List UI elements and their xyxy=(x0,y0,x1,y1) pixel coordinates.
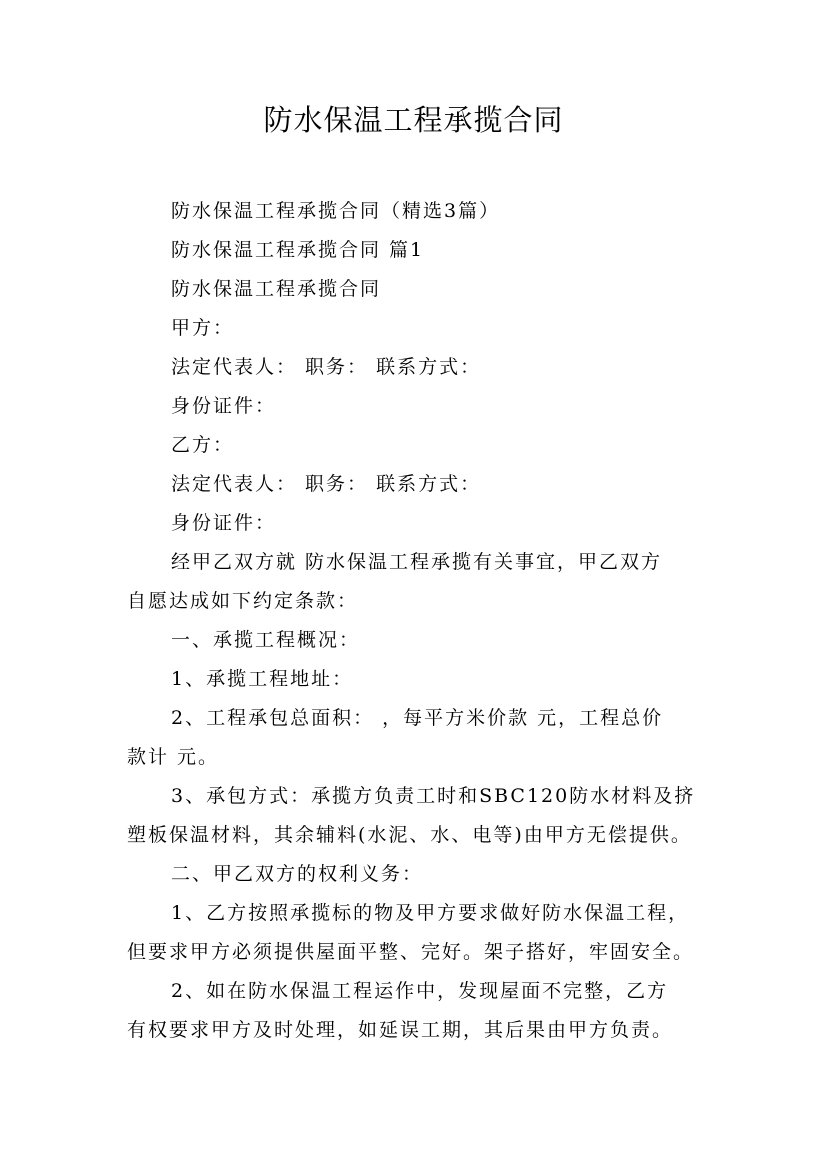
clause-1-1: 1、承揽工程地址： xyxy=(171,668,354,690)
section-1-heading: 一、承揽工程概况： xyxy=(171,629,361,651)
clause-2-2-line1: 2、如在防水保温工程运作中，发现屋面不完整，乙方 xyxy=(171,980,669,1002)
clause-2-1-line1: 1、乙方按照承揽标的物及甲方要求做好防水保温工程， xyxy=(171,902,690,924)
clause-1-2-line1: 2、工程承包总面积： ，每平方米价款 元，工程总价 xyxy=(171,707,664,729)
contract-name: 防水保温工程承揽合同 xyxy=(171,278,382,300)
clause-2-2-line2: 有权要求甲方及时处理，如延误工期，其后果由甲方负责。 xyxy=(127,1019,674,1041)
party-b-label: 乙方： xyxy=(171,434,235,456)
party-b-representative: 法定代表人： 职务： 联系方式： xyxy=(171,473,482,495)
paragraph-intro-line1: 经甲乙双方就 防水保温工程承揽有关事宜，甲乙双方 xyxy=(171,551,663,573)
clause-2-1-line2: 但要求甲方必须提供屋面平整、完好。架子搭好，牢固安全。 xyxy=(127,941,695,963)
document-title: 防水保温工程承揽合同 xyxy=(263,103,564,137)
section-2-heading: 二、甲乙双方的权利义务： xyxy=(171,863,424,885)
clause-1-2-line2: 款计 元。 xyxy=(127,746,220,768)
party-b-id: 身份证件： xyxy=(171,512,277,534)
party-a-representative: 法定代表人： 职务： 联系方式： xyxy=(171,356,482,378)
paragraph-intro-line2: 自愿达成如下约定条款： xyxy=(127,590,359,612)
section-heading-part1: 防水保温工程承揽合同 篇1 xyxy=(171,239,425,261)
clause-1-3-line1: 3、承包方式：承揽方负责工时和SBC120防水材料及挤 xyxy=(171,785,696,807)
clause-1-3-line2: 塑板保温材料，其余辅料(水泥、水、电等)由甲方无偿提供。 xyxy=(127,824,692,846)
subtitle-selected: 防水保温工程承揽合同（精选3篇） xyxy=(171,200,501,222)
party-a-label: 甲方： xyxy=(171,317,235,339)
party-a-id: 身份证件： xyxy=(171,395,277,417)
